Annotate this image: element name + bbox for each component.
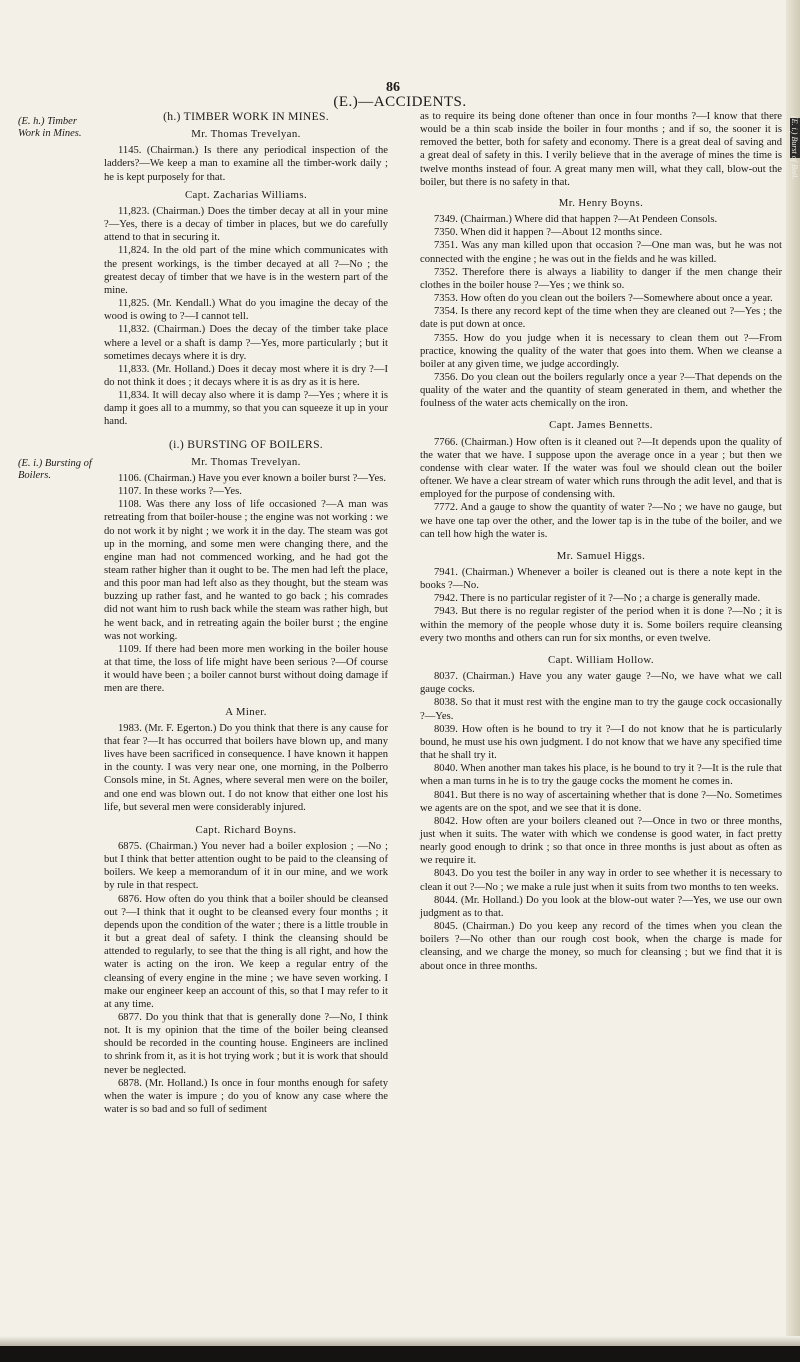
testimony-paragraph: 6878. (Mr. Holland.) Is once in four months enough for safety when the water is impure ; do you of know any case where the water is so bad and so full of sediment [104, 1077, 388, 1116]
page-bottom-shadow [0, 1336, 800, 1346]
testimony-paragraph: 1145. (Chairman.) Is there any periodical inspection of the ladders?—We keep a man to examine all the timber-work daily ; he is kept purposely for that. [104, 145, 388, 183]
testimony-paragraph: 6876. How often do you think that a boiler should be cleansed out ?—I think that it ought to be cleansed every four months ; it depends upon the condition of the water ; there is a little trouble in it but a great deal of safety. I think the cleansing should be attended to regularly, to see that the thing is all right, and how the water is acting on the iron. We keep a regular entry of the cleansing of every engine in the mine ; we have seven working. I make our engineer keep an account of this, so that I may refer to it at any time. [104, 893, 388, 1010]
testimony-paragraph: 7941. (Chairman.) Whenever a boiler is cleaned out is there a note kept in the books ?—No. [420, 567, 782, 592]
testimony-paragraph: 6875. (Chairman.) You never had a boiler explosion ; —No ; but I think that better attention ought to be paid to the cleansing of boilers. We keep a memorandum of it in our mine, and we work by rule in that respect. [104, 840, 388, 892]
witness-name: A Miner. [225, 705, 267, 718]
testimony-paragraph: 7356. Do you clean out the boilers regularly once a year ?—That depends on the quality of the water and the quantity of steam generated in them, and whether the foulness of the water acts chemically on the iron. [420, 371, 782, 410]
witness-name: Capt. Zacharias Williams. [184, 188, 308, 201]
testimony-paragraph: 7943. But there is no regular register of the period when it is done ?—No ; it is within the memory of the people whose duty it is. Some boilers require cleansing every two months and others can run for six months, or even twelve. [420, 606, 782, 644]
witness-name: Mr. Thomas Trevelyan. [191, 128, 301, 141]
testimony-paragraph: 11,833. (Mr. Holland.) Does it decay most where it is dry ?—I do not think it does ; it decays where it is as dry as it is here. [104, 363, 388, 388]
witness-name: Mr. Samuel Higgs. [556, 549, 646, 562]
testimony-paragraph: 1108. Was there any loss of life occasioned ?—A man was retreating from that boiler-house ; the engine was not working : we do not work it by night ; we work it in the day. The steam was got up in the morning, and some men were changing there, and the engine man had not commenced working, and he had got the steam rather higher than it ought to be. The men had left the place, and this poor man had left also as they thought, but the steam was buzzing up rather fast, and he wanted to go back ; his comrades did not want him to rush back while the steam was rather high, but he went back, and in retreating again the boiler burst ; the engine was not working. [104, 499, 388, 642]
testimony-paragraph: 8037. (Chairman.) Have you any water gauge ?—No, we have what we call gauge cocks. [420, 671, 782, 696]
testimony-paragraph: 11,834. It will decay also where it is damp ?—Yes ; where it is damp it goes all to a mummy, so that you can squeeze it up in your hand. [104, 390, 388, 428]
page-number: 86 [386, 80, 400, 95]
testimony-paragraph: 7353. How often do you clean out the boilers ?—Somewhere about once a year. [434, 293, 773, 305]
testimony-paragraph: 1107. In these works ?—Yes. [118, 486, 242, 498]
facing-page-edge [786, 0, 800, 1362]
testimony-paragraph: 11,823. (Chairman.) Does the timber decay at all in your mine ?—Yes, there is a decay of timber in places, but we do carefully attend to that in securing it. [104, 205, 388, 244]
scan-bottom-edge [0, 1346, 800, 1362]
testimony-paragraph: 11,824. In the old part of the mine which communicates with the present workings, is the timber decayed at all ?—No ; the greatest decay of timber that we have is in the western part of the mine. [104, 245, 388, 296]
testimony-paragraph: 8044. (Mr. Holland.) Do you look at the blow-out water ?—Yes, we use our own judgment as to that. [420, 894, 782, 919]
testimony-paragraph: 7766. (Chairman.) How often is it cleaned out ?—It depends upon the quality of the water that we have. I suppose upon the average once in a year ; but then we condense with clear water. If the water was foul we should clean out the boiler oftener. We have a clear stream of water which runs through the adit level, and that is employed for the purpose of condensing with. [420, 436, 782, 501]
testimony-paragraph: 7942. There is no particular register of it ?—No ; a charge is generally made. [434, 593, 761, 605]
testimony-paragraph: 1109. If there had been more men working in the boiler house at that time, the loss of life might have been serious ?—Of course it would have been ; a boiler cannot burst without doing damage if men are there. [104, 643, 388, 695]
witness-name: Mr. Thomas Trevelyan. [191, 455, 301, 468]
testimony-paragraph: 7355. How do you judge when it is necessary to clean them out ?—From practice, knowing the quality of the water that goes into them. When we cleanse a boiler at any given time, we judge accordingly. [420, 332, 782, 370]
witness-name: Mr. Henry Boyns. [558, 196, 644, 209]
running-head: (E.)—ACCIDENTS. [333, 94, 467, 110]
testimony-paragraph: 7352. Therefore there is always a liability to danger if the men change their clothes in the boiler house ?—Yes ; we think so. [420, 266, 782, 291]
testimony-paragraph: 8040. When another man takes his place, is he bound to try it ?—It is the rule that when a man turns in he is to try the gauge cocks the moment he comes in. [420, 763, 782, 788]
testimony-paragraph: 11,832. (Chairman.) Does the decay of the timber take place where a level or a shaft is damp ?—Yes, more particularly ; but it sometimes decays where it is dry. [104, 324, 388, 362]
testimony-paragraph: 11,825. (Mr. Kendall.) What do you imagine the decay of the wood is owing to ?—I cannot tell. [104, 298, 388, 323]
facing-page-margin-note: (E. i.) Burst of Boil. [790, 116, 799, 180]
testimony-paragraph: 1983. (Mr. F. Egerton.) Do you think that there is any cause for that fear ?—It has occurred that boilers have blown up, and many lives have been sacrificed in consequence. I have known it happen in the county. I was very near one, one morning, in the Polberro Consols mine, in St. Agnes, where several men were on the boiler, and one end was blown out. I do not know that either one lost his life, but several men were considerably injured. [104, 722, 388, 813]
testimony-paragraph: 7772. And a gauge to show the quantity of water ?—No ; we have no gauge, but we have one tap over the other, and the lower tap is in the tube of the boiler, and we can tell how high the water is. [420, 502, 782, 540]
left-column [104, 110, 388, 1116]
testimony-paragraph: 8043. Do you test the boiler in any way in order to see whether it is necessary to clean it out ?—No ; we make a rule just when it suits from two months to ten weeks. [420, 868, 782, 893]
margin-note-boilers: (E. i.) Bursting of Boilers. [18, 458, 92, 482]
testimony-paragraph: 1106. (Chairman.) Have you ever known a boiler burst ?—Yes. [118, 472, 387, 484]
right-column [420, 110, 782, 973]
witness-name: Capt. Richard Boyns. [195, 823, 297, 836]
testimony-paragraph: 8042. How often are your boilers cleaned out ?—Once in two or three months, just when it suits. The water with which we condense is good water, in fact pretty nearly good enough to drink ; so that once in three months is just about as often as we require it. [420, 815, 782, 867]
testimony-paragraph: 8038. So that it must rest with the engine man to try the gauge cock occasionally ?—Yes. [420, 697, 782, 722]
testimony-paragraph: 8045. (Chairman.) Do you keep any record of the times when you clean the boilers ?—No other than our rough cost book, when the charge is made for cleansing, and we charge the money, so much for cleansing ; but we find that it is about once in three months. [420, 921, 782, 972]
testimony-paragraph: 8041. But there is no way of ascertaining whether that is done ?—No. Sometimes we agents are on the spot, and we see that it is done. [420, 789, 782, 814]
testimony-paragraph: 7349. (Chairman.) Where did that happen ?—At Pendeen Consols. [434, 214, 718, 226]
witness-name: Capt. William Hollow. [547, 653, 655, 666]
witness-name: Capt. James Bennetts. [549, 419, 653, 432]
testimony-paragraph: 7351. Was any man killed upon that occasion ?—One man was, but he was not connected with the engine ; he was out in the fields and he was killed. [420, 240, 782, 265]
testimony-paragraph: 7354. Is there any record kept of the time when they are cleaned out ?—Yes ; the date is put down at once. [420, 306, 782, 331]
testimony-paragraph: 7350. When did it happen ?—About 12 months since. [434, 227, 663, 239]
testimony-paragraph: 8039. How often is he bound to try it ?—I do not know that he is particularly bound, he must use his own judgment. I do not know that we have any specified time that he shall try it. [420, 723, 782, 762]
margin-note-timber: (E. h.) Timber Work in Mines. [18, 116, 82, 140]
testimony-paragraph: as to require its being done oftener than once in four months ?—I know that there would be a thin scab inside the boiler in four months ; and if so, the sooner it is removed the better, both for safety and economy. There is a great deal of saving and a great deal of safety in this. I verily believe that in the average of mines the time is twelve months instead of four. A great many men will, what they call, blow-out the boiler, but there is no safety in that. [420, 111, 782, 188]
section-heading-bursting-of-boilers: (i.) BURSTING OF BOILERS. [168, 437, 324, 451]
section-heading-timber-work: (h.) TIMBER WORK IN MINES. [163, 110, 329, 123]
testimony-paragraph: 6877. Do you think that that is generally done ?—No, I think not. It is my opinion that the time of the boiler being cleansed should be recorded in the counting house. Engineers are inclined to shrink from it, as it is hot trying work ; but it is work that should never be neglected. [104, 1012, 388, 1076]
